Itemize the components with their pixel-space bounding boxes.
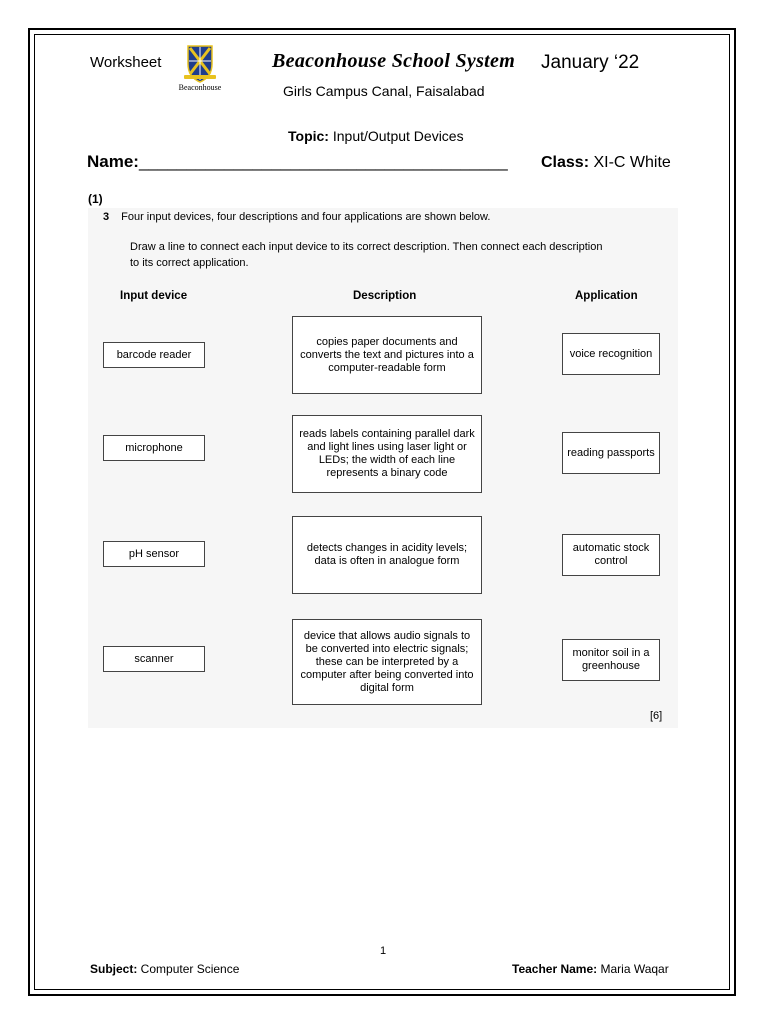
school-name: Beaconhouse School System (272, 50, 516, 72)
instruction-line-1: Draw a line to connect each input device to its correct description. Then connect each description (130, 241, 603, 253)
section-number: (1) (88, 192, 103, 206)
worksheet-label: Worksheet (90, 54, 162, 71)
device-box-scanner[interactable]: scanner (103, 646, 205, 672)
marks-label: [6] (650, 710, 663, 722)
campus-name: Girls Campus Canal, Faisalabad (283, 83, 485, 99)
application-box-voice-recognition[interactable]: voice recognition (562, 333, 660, 375)
application-box-reading-passports[interactable]: reading passports (562, 432, 660, 474)
header-description: Description (353, 290, 417, 302)
logo-caption: Beaconhouse (178, 83, 222, 92)
description-box-1[interactable]: copies paper documents and converts the text and pictures into a computer-readable form (292, 316, 482, 394)
class-value: XI-C White (589, 154, 671, 171)
topic-value: Input/Output Devices (328, 128, 464, 144)
teacher-label: Teacher Name: (512, 962, 598, 976)
instruction-line-2: to its correct application. (130, 257, 249, 269)
header-input-device: Input device (120, 290, 188, 302)
name-line (87, 152, 508, 172)
device-box-barcode-reader[interactable]: barcode reader (103, 342, 205, 368)
device-box-ph-sensor[interactable]: pH sensor (103, 541, 205, 567)
description-box-3[interactable]: detects changes in acidity levels; data is often in analogue form (292, 516, 482, 594)
worksheet-date: January ‘22 (541, 52, 640, 73)
name-blank: _______________________________________ (138, 152, 508, 171)
footer-teacher (512, 962, 669, 976)
question-intro (103, 211, 490, 223)
topic-line (288, 128, 464, 144)
footer-subject (90, 962, 239, 976)
question-number: 3 (103, 211, 110, 223)
description-box-4[interactable]: device that allows audio signals to be converted into electric signals; these can be interpreted by a computer after being converted into digital form (292, 619, 482, 705)
subject-label: Subject: (90, 962, 138, 976)
teacher-value: Maria Waqar (597, 962, 669, 976)
subject-value: Computer Science (137, 962, 240, 976)
question-intro-text: Four input devices, four descriptions and four applications are shown below. (121, 211, 491, 223)
header-application: Application (575, 290, 638, 302)
page-number: 1 (380, 945, 387, 957)
application-box-automatic-stock-control[interactable]: automatic stock control (562, 534, 660, 576)
description-box-2[interactable]: reads labels containing parallel dark and light lines using laser light or LEDs; the width of each line represents a binary code (292, 415, 482, 493)
device-box-microphone[interactable]: microphone (103, 435, 205, 461)
class-label: Class: (541, 154, 590, 171)
name-label: Name: (87, 152, 139, 171)
class-line (541, 154, 671, 172)
topic-label: Topic: (288, 128, 329, 144)
application-box-monitor-soil[interactable]: monitor soil in a greenhouse (562, 639, 660, 681)
